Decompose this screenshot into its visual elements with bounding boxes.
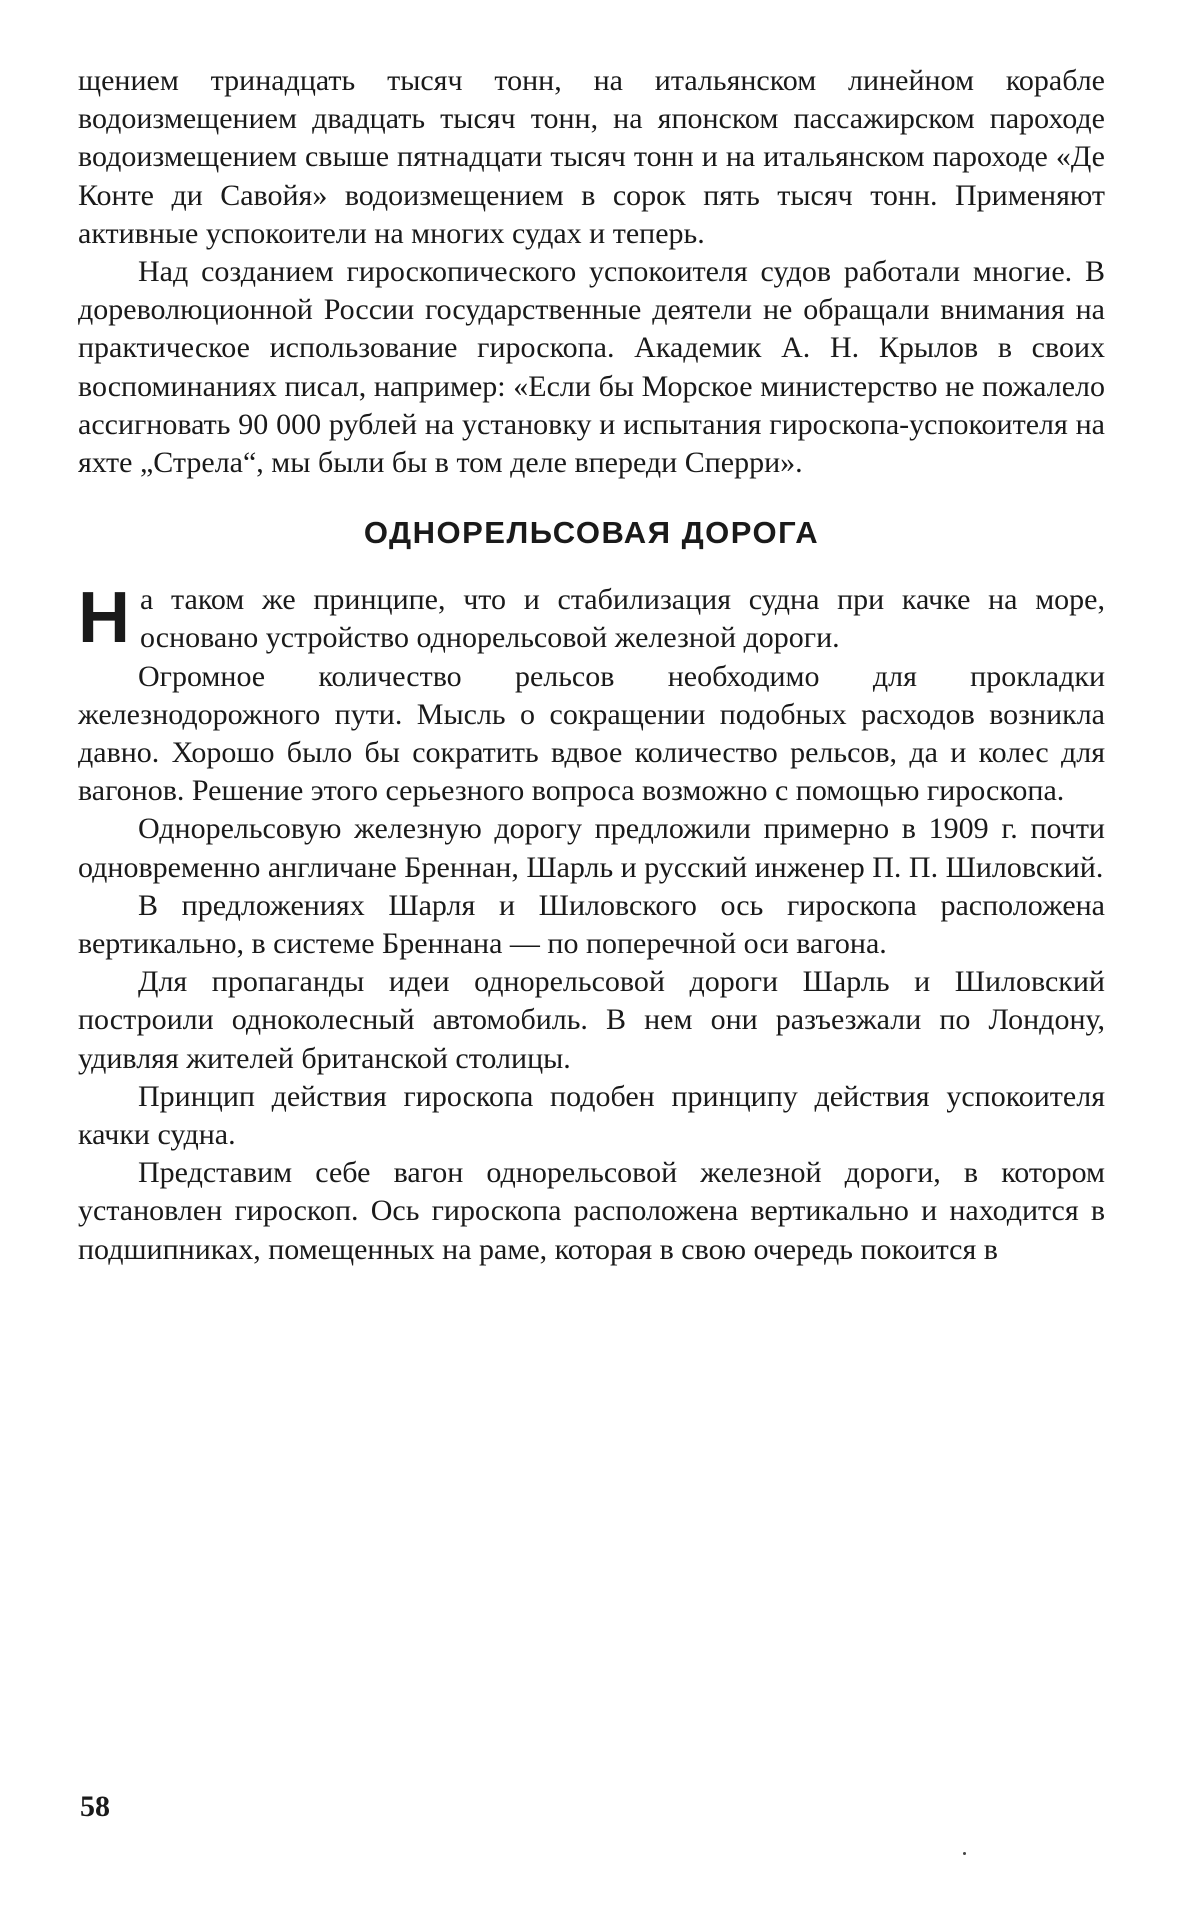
paragraph-monowheel-car: Для пропаганды идеи однорельсовой дороги Шарль и Шиловский построили одноколесный автомобиль. В нем они разъезжали по Лондону, удивляя жителей британской столицы. (78, 965, 1105, 1075)
paragraph-gyro-axis: В предложениях Шарля и Шиловского ось гироскопа расположена вертикально, в системе Бреннана — по поперечной оси вагона. (78, 888, 1105, 961)
paragraph-intro-text: а таком же принципе, что и стабилизация судна при качке на море, основано устройство однорельсовой железной дороги. (140, 583, 1105, 655)
paragraph-intro (78, 578, 1105, 659)
paragraph-gyro-stabilizer-history: Над созданием гироскопического успокоителя судов работали многие. В дореволюционной России государственные деятели не обращали внимания на практическое использование гироскопа. Академик А. Н. Крылов в своих воспоминаниях писал, например: «Если бы Морское министерство не пожалело ассигновать 90 000 рублей на установку и испытания гироскопа-успокоителя на яхте „Стрела“, мы были бы в том деле впереди Сперри». (78, 255, 1105, 480)
paragraph-wagon-gyroscope: Представим себе вагон однорельсовой железной дороги, в котором установлен гироскоп. Ось гироскопа расположена вертикально и находится в подшипниках, помещенных на раме, которая в свою очередь покоится в (78, 1156, 1105, 1266)
paragraph-principle: Принцип действия гироскопа подобен принципу действия успокоителя качки судна. (78, 1079, 1105, 1152)
print-speck (963, 1852, 966, 1855)
drop-cap-letter: Н (78, 578, 130, 659)
paragraph-inventors: Однорельсовую железную дорогу предложили примерно в 1909 г. почти одновременно англичане Бреннан, Шарль и русский инженер П. П. Шиловский. (78, 812, 1105, 884)
paragraph-continuation: щением тринадцать тысяч тонн, на итальянском линейном корабле водоизмещением двадцать тысяч тонн, на японском пассажирском пароходе водоизмещением свыше пятнадцати тысяч тонн и на итальянском пароходе «Де Конте ди Савойя» водоизмещением в сорок пять тысяч тонн. Применяют активные успокоители на многих судах и теперь. (78, 64, 1105, 250)
page-number: 58 (80, 1790, 110, 1823)
paragraph-rails-cost: Огромное количество рельсов необходимо для прокладки железнодорожного пути. Мысль о сокращении подобных расходов возникла давно. Хорошо было бы сократить вдвое количество рельсов, да и колес для вагонов. Решение этого серьезного вопроса возможно с помощью гироскопа. (78, 659, 1105, 808)
page-body (78, 62, 1105, 1269)
section-heading: ОДНОРЕЛЬСОВАЯ ДОРОГА (363, 515, 820, 551)
